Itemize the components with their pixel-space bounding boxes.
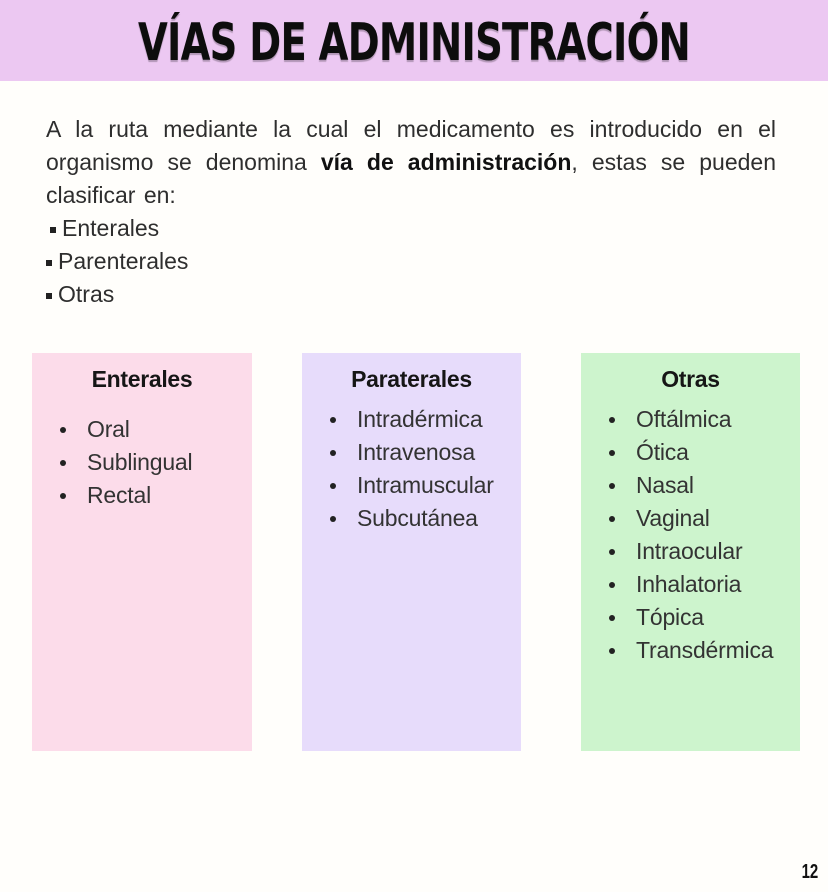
square-bullet-icon: [46, 293, 52, 299]
bullet-icon: [609, 549, 615, 555]
item-label: Nasal: [636, 472, 694, 498]
card-list: [581, 403, 800, 667]
classification-item: [46, 278, 776, 311]
list-item: [581, 535, 800, 568]
item-label: Inhalatoria: [636, 571, 742, 597]
bullet-icon: [330, 516, 336, 522]
list-item: [581, 436, 800, 469]
list-item: [581, 502, 800, 535]
item-label: Intravenosa: [357, 439, 475, 465]
item-label: Subcutánea: [357, 505, 478, 531]
intro-paragraph: [46, 113, 776, 212]
list-item: [302, 436, 521, 469]
list-item: [581, 568, 800, 601]
classification-label: Parenterales: [58, 248, 189, 274]
page-title: VÍAS DE ADMINISTRACIÓN: [137, 12, 691, 73]
list-item: [32, 446, 252, 479]
bullet-icon: [60, 427, 66, 433]
bullet-icon: [609, 450, 615, 456]
classification-item: [46, 245, 776, 278]
bullet-icon: [609, 483, 615, 489]
bullet-icon: [609, 582, 615, 588]
page-number: 12: [801, 861, 818, 883]
classification-list: [46, 212, 776, 311]
card-title: Enterales: [91, 366, 193, 392]
item-label: Transdérmica: [636, 637, 774, 663]
bullet-icon: [60, 493, 66, 499]
item-label: Vaginal: [636, 505, 710, 531]
list-item: [581, 634, 800, 667]
list-item: [581, 403, 800, 436]
item-label: Oftálmica: [636, 406, 732, 432]
square-bullet-icon: [46, 260, 52, 266]
card-list: [32, 413, 252, 512]
card-title: Paraterales: [351, 366, 472, 392]
intro-text-bold: vía de administración: [320, 149, 572, 175]
bullet-icon: [330, 483, 336, 489]
card-otras: [581, 353, 800, 751]
list-item: [581, 469, 800, 502]
classification-label: Enterales: [62, 215, 160, 241]
list-item: [32, 479, 252, 512]
card-parenterales: [302, 353, 521, 751]
bullet-icon: [609, 615, 615, 621]
bullet-icon: [609, 417, 615, 423]
card-list: [302, 403, 521, 535]
list-item: [302, 403, 521, 436]
bullet-icon: [60, 460, 66, 466]
intro-text-before: A la ruta mediante la cual el medicamento es introducido en el organismo se denomina: [46, 116, 776, 175]
card-enterales: [32, 353, 252, 751]
list-item: [302, 502, 521, 535]
bullet-icon: [609, 516, 615, 522]
item-label: Sublingual: [87, 449, 193, 475]
classification-item: [46, 212, 776, 245]
card-title: Otras: [661, 366, 720, 392]
bullet-icon: [330, 450, 336, 456]
bullet-icon: [330, 417, 336, 423]
list-item: [32, 413, 252, 446]
square-bullet-icon: [50, 227, 56, 233]
item-label: Oral: [87, 416, 130, 442]
bullet-icon: [609, 648, 615, 654]
classification-label: Otras: [58, 281, 115, 307]
list-item: [302, 469, 521, 502]
list-item: [581, 601, 800, 634]
header-band: [0, 0, 828, 81]
item-label: Rectal: [87, 482, 151, 508]
item-label: Intramuscular: [357, 472, 494, 498]
intro-section: [46, 113, 776, 311]
intro-text-after: , estas se pueden clasificar en:: [46, 149, 776, 208]
item-label: Tópica: [636, 604, 704, 630]
item-label: Intraocular: [636, 538, 743, 564]
item-label: Intradérmica: [357, 406, 483, 432]
item-label: Ótica: [636, 439, 689, 465]
